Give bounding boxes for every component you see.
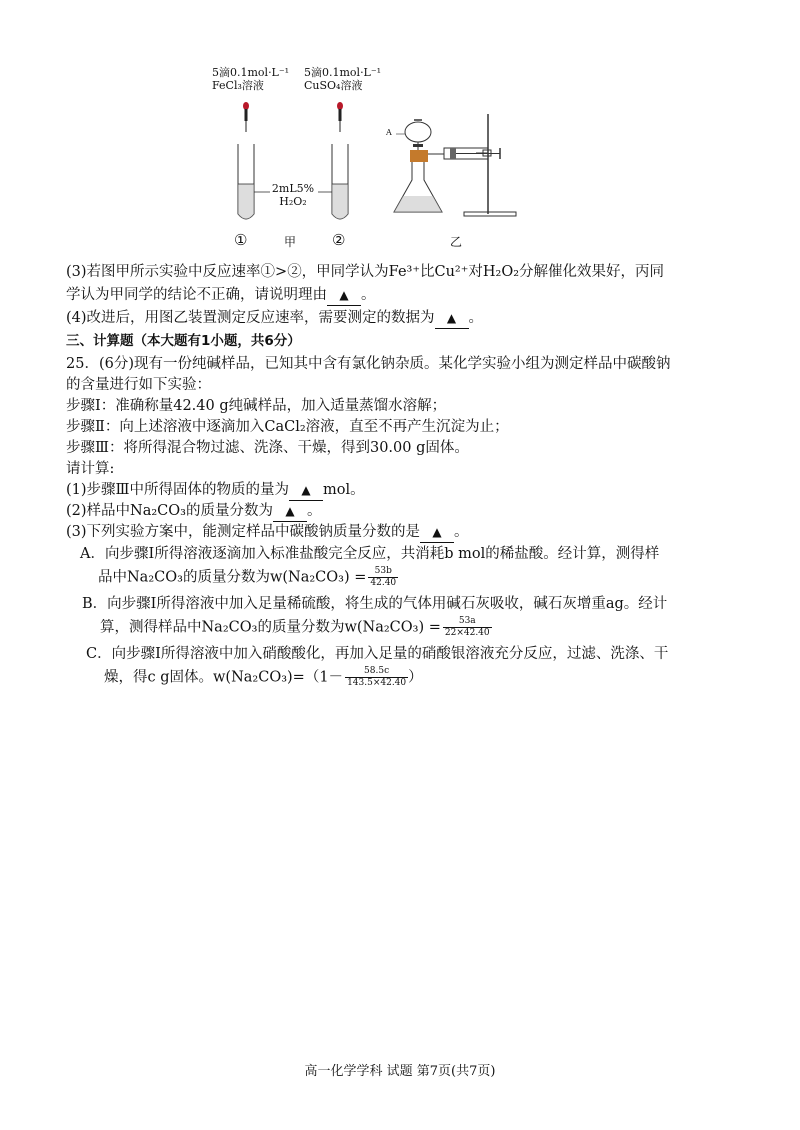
option-a-fraction <box>368 566 398 589</box>
dropper-1-icon <box>243 102 249 132</box>
option-b-numerator: 53a <box>443 616 492 628</box>
group-jia-label: 甲 <box>284 235 297 249</box>
q4-line <box>66 308 746 329</box>
tube-1-reagent-label <box>212 66 289 92</box>
option-a-numerator: 53b <box>368 566 398 578</box>
option-b-fraction <box>443 616 492 639</box>
group-yi-label: 乙 <box>450 235 463 249</box>
q25-step3: 步骤Ⅲ：将所得混合物过滤、洗涤、干燥，得到30.00 g固体。 <box>66 440 469 456</box>
option-a-formula: 品中Na₂CO₃的质量分数为w(Na₂CO₃) = <box>98 569 367 586</box>
test-tube-1-icon <box>238 144 254 219</box>
h2o2-label <box>268 182 318 208</box>
option-c-fraction <box>345 666 408 689</box>
option-c-numerator: 58.5c <box>345 666 408 678</box>
tube-2-reagent-line2: CuSO₄溶液 <box>304 79 363 92</box>
test-tube-2-icon <box>332 144 348 219</box>
q25-step2: 步骤Ⅱ：向上述溶液中逐滴加入CaCl₂溶液，直至不再产生沉淀为止； <box>66 419 509 435</box>
q25-intro-line2: 的含量进行如下实验： <box>66 377 211 393</box>
tube-1-number: ① <box>234 231 248 249</box>
q4-end: 。 <box>468 310 484 326</box>
option-a-line2 <box>98 566 778 589</box>
option-a-line1: A．向步骤Ⅰ所得溶液逐滴加入标准盐酸完全反应，共消耗b mol的稀盐酸。经计算，测得样 <box>80 546 660 562</box>
q3-line2-end: 。 <box>361 287 376 303</box>
q25-step1: 步骤Ⅰ：准确称量42.40 g纯碱样品，加入适量蒸馏水溶解； <box>66 398 447 414</box>
section-3-title: 三、计算题（本大题有1小题，共6分） <box>66 333 301 349</box>
apparatus-figure <box>200 62 520 258</box>
h2o2-line2: H₂O₂ <box>279 195 307 208</box>
q25-sub1-text: (1)步骤Ⅲ中所得固体的物质的量为 <box>66 482 290 498</box>
q25-sub3 <box>66 522 746 543</box>
q25-sub2-blank[interactable]: ▲ <box>273 501 307 522</box>
q25-sub2-text: (2)样品中Na₂CO₃的质量分数为 <box>66 503 273 519</box>
option-c-close: ） <box>408 669 423 686</box>
q25-sub2-end: 。 <box>306 503 322 519</box>
tube-2-reagent-line1: 5滴0.1mol·L⁻¹ <box>304 66 382 79</box>
tube-1-reagent-line1: 5滴0.1mol·L⁻¹ <box>212 66 290 79</box>
tube-2-number: ② <box>332 231 346 249</box>
option-c-formula: 燥，得c g固体。w(Na₂CO₃)=（1－ <box>104 669 344 686</box>
iron-stand-icon <box>464 114 516 216</box>
tube-1-reagent-line2: FeCl₃溶液 <box>212 79 264 92</box>
q3-line1: (3)若图甲所示实验中反应速率①>②，甲同学认为Fe³⁺比Cu²⁺对H₂O₂分解催化效果好，丙同 <box>66 264 665 280</box>
tube-2-reagent-label <box>304 66 381 92</box>
q25-sub1-end: mol。 <box>323 482 365 498</box>
q25-please: 请计算: <box>66 461 115 477</box>
q25-sub1-blank[interactable]: ▲ <box>289 480 323 501</box>
q3-answer-blank[interactable]: ▲ <box>327 285 361 306</box>
conical-flask-icon <box>394 150 442 212</box>
funnel-label-a: A <box>386 128 392 137</box>
option-c-line2 <box>104 666 784 689</box>
q25-sub1 <box>66 480 746 501</box>
q3-line2-text: 学认为甲同学的结论不正确，请说明理由 <box>66 287 327 303</box>
page-footer: 高一化学学科 试题 第7页(共7页) <box>304 1064 496 1079</box>
q25-sub3-blank[interactable]: ▲ <box>420 522 454 543</box>
q4-answer-blank[interactable]: ▲ <box>435 308 469 329</box>
q4-text: (4)改进后，用图乙装置测定反应速率，需要测定的数据为 <box>66 310 435 326</box>
option-a-denominator: 42.40 <box>370 578 397 588</box>
q25-intro-line1: 25．(6分)现有一份纯碱样品，已知其中含有氯化钠杂质。某化学实验小组为测定样品中碳酸钠 <box>66 356 671 372</box>
option-c-denominator: 143.5×42.40 <box>347 678 407 688</box>
dropper-2-icon <box>337 102 343 132</box>
q3-line2 <box>66 285 746 306</box>
q25-sub3-text: (3)下列实验方案中，能测定样品中碳酸钠质量分数的是 <box>66 524 421 540</box>
option-c-line1: C．向步骤Ⅰ所得溶液中加入硝酸酸化，再加入足量的硝酸银溶液充分反应，过滤、洗涤、干 <box>86 646 669 662</box>
h2o2-line1: 2mL5% <box>271 182 315 195</box>
option-b-formula: 算，测得样品中Na₂CO₃的质量分数为w(Na₂CO₃) = <box>100 619 441 636</box>
option-b-denominator: 22×42.40 <box>444 628 490 638</box>
q25-sub2 <box>66 501 746 522</box>
option-b-line1: B．向步骤Ⅰ所得溶液中加入足量稀硫酸，将生成的气体用碱石灰吸收，碱石灰增重ag。经计 <box>82 596 668 612</box>
option-b-line2 <box>100 616 780 639</box>
q25-sub3-end: 。 <box>454 524 469 540</box>
